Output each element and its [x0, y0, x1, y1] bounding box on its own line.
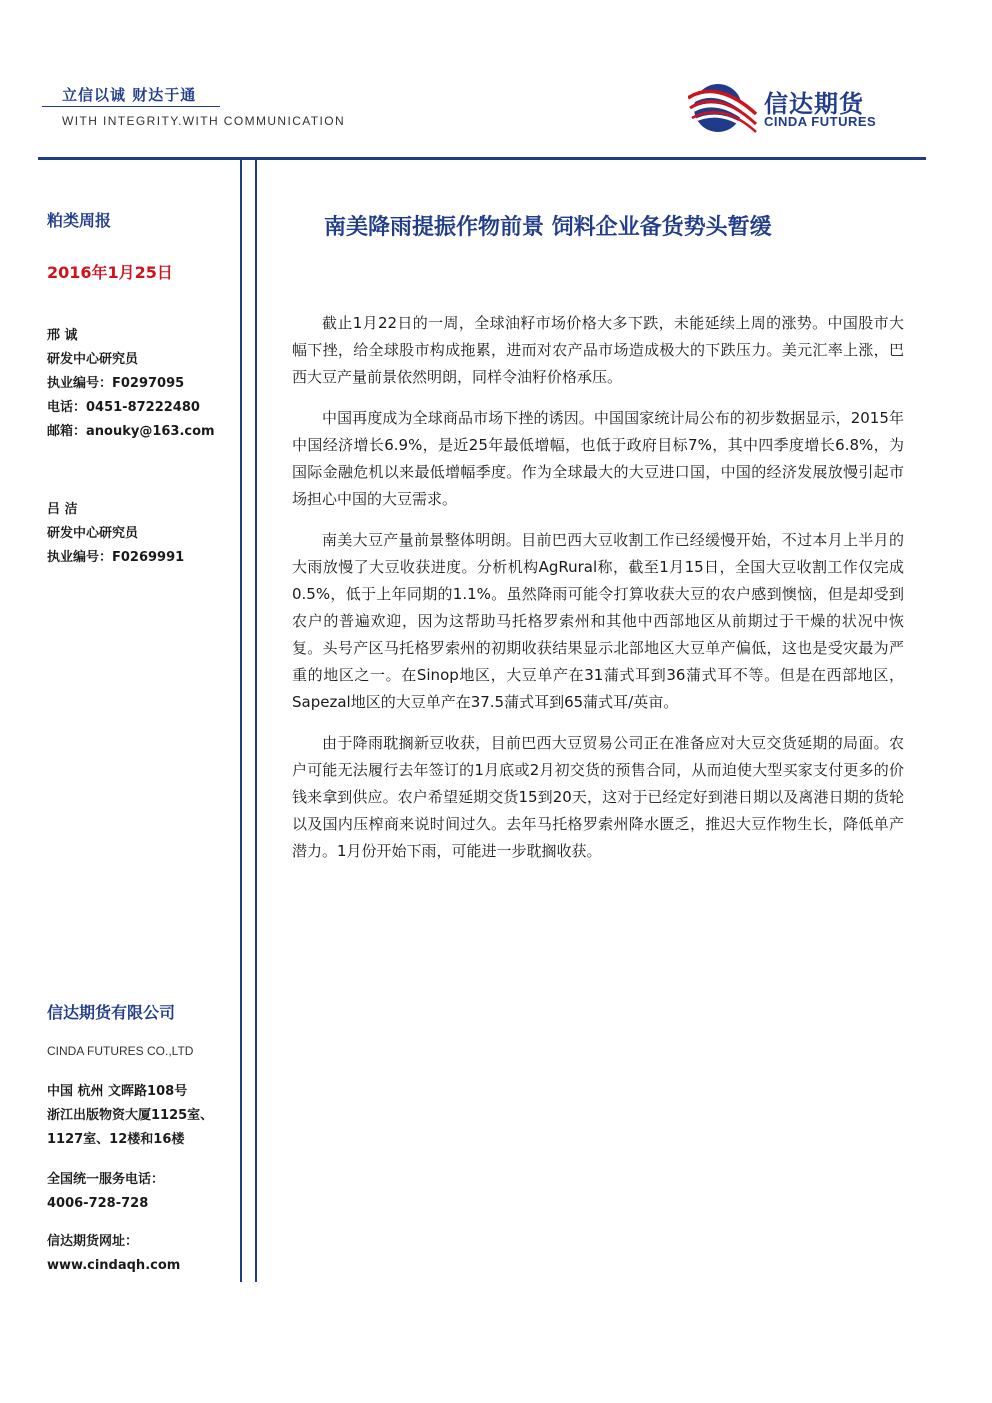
column-divider-left [240, 160, 242, 1282]
company-name-english: CINDA FUTURES CO.,LTD [47, 1044, 194, 1058]
analyst-card [47, 498, 184, 570]
address-line: 1127室、12楼和16楼 [47, 1132, 185, 1147]
cinda-logo-icon [688, 80, 758, 136]
column-divider-right [255, 160, 257, 1282]
analyst-name: 邢 诚 [47, 328, 78, 343]
slogan-english: WITH INTEGRITY.WITH COMMUNICATION [62, 114, 346, 128]
analyst-email: 邮箱：anouky@163.com [47, 424, 215, 439]
report-type: 粕类周报 [47, 211, 112, 230]
logo-english-name: CINDA FUTURES [764, 114, 877, 129]
analyst-license: 执业编号：F0297095 [47, 376, 185, 391]
analyst-name: 吕 洁 [47, 502, 78, 517]
company-website [47, 1230, 180, 1278]
report-title: 南美降雨提振作物前景 饲料企业备货势头暂缓 [324, 215, 772, 240]
page-header [0, 0, 992, 160]
hotline-number: 4006-728-728 [47, 1196, 149, 1211]
service-hotline [47, 1168, 164, 1216]
website-label: 信达期货网址： [47, 1234, 139, 1249]
website-link[interactable]: www.cindaqh.com [47, 1258, 181, 1273]
body-paragraph: 中国再度成为全球商品市场下挫的诱因。中国国家统计局公布的初步数据显示，2015年中国经济增长6.9%，是近25年最低增幅，也低于政府目标7%，其中四季度增长6.8%，为国际金融危机以来最低增幅季度。作为全球最大的大豆进口国，中国的经济发展放慢引起市场担心中国的大豆需求。 [292, 409, 904, 508]
company-address [47, 1080, 213, 1152]
address-line: 中国 杭州 文晖路108号 [47, 1084, 188, 1099]
company-name: 信达期货有限公司 [47, 1003, 176, 1022]
analyst-card [47, 324, 215, 444]
report-date: 2016年1月25日 [47, 263, 173, 282]
logo-chinese-name: 信达期货 [764, 90, 864, 118]
hotline-label: 全国统一服务电话： [47, 1172, 165, 1187]
body-paragraph: 截止1月22日的一周，全球油籽市场价格大多下跌，未能延续上周的涨势。中国股市大幅下挫，给全球股市构成拖累，进而对农产品市场造成极大的下跌压力。美元汇率上涨，巴西大豆产量前景依然明朗，同样令油籽价格承压。 [292, 314, 904, 386]
body-paragraph: 由于降雨耽搁新豆收获，目前巴西大豆贸易公司正在准备应对大豆交货延期的局面。农户可能无法履行去年签订的1月底或2月初交货的预售合同，从而迫使大型买家支付更多的价钱来拿到供应。农户希望延期交货15到20天，这对于已经定好到港日期以及离港日期的货轮以及国内压榨商来说时间过久。去年马托格罗索州降水匮乏，推迟大豆作物生长，降低单产潜力。1月份开始下雨，可能进一步耽搁收获。 [292, 734, 904, 860]
slogan-chinese: 立信以诚 财达于通 [62, 86, 197, 104]
analyst-license: 执业编号：F0269991 [47, 550, 185, 565]
address-line: 浙江出版物资大厦1125室、 [47, 1108, 214, 1123]
analyst-phone: 电话：0451-87222480 [47, 400, 200, 415]
analyst-title: 研发中心研究员 [47, 526, 139, 541]
body-paragraph: 南美大豆产量前景整体明朗。目前巴西大豆收割工作已经缓慢开始，不过本月上半月的大雨放慢了大豆收获进度。分析机构AgRural称，截至1月15日，全国大豆收割工作仅完成0.5%，低于上年同期的1.1%。虽然降雨可能令打算收获大豆的农户感到懊恼，但是却受到农户的普遍欢迎，因为这帮助马托格罗索州和其他中西部地区从前期过于干燥的状况中恢复。头号产区马托格罗索州的初期收获结果显示北部地区大豆单产偏低，这也是受灾最为严重的地区之一。在Sinop地区，大豆单产在31蒲式耳到36蒲式耳不等。但是在西部地区，Sapezal地区的大豆单产在37.5蒲式耳到65蒲式耳/英亩。 [292, 531, 904, 711]
report-body [292, 310, 904, 879]
analyst-title: 研发中心研究员 [47, 352, 139, 367]
company-logo [688, 80, 928, 136]
header-divider [38, 157, 926, 160]
slogan-underline [42, 106, 220, 107]
